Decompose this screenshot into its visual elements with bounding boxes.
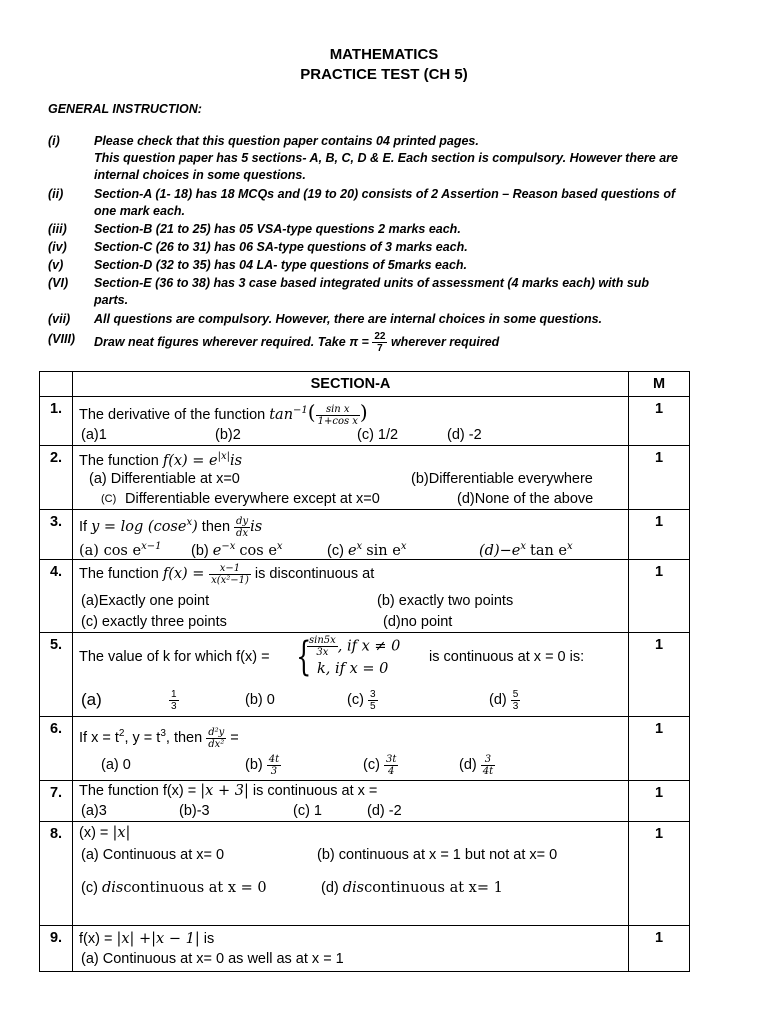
option-a: (a)Exactly one point <box>81 593 210 609</box>
question-body <box>73 560 629 633</box>
instruction-item: (iii) Section-B (21 to 25) has 05 VSA-type questions 2 marks each. <box>48 222 461 236</box>
options-line <box>79 536 628 558</box>
option-a-value: $\frac{1}{3}$ <box>171 688 177 712</box>
question-stem: The derivative of the function $\tan^{-1}$( $\frac{\text{sin x}}{\text{1+cos x}}$ ) <box>79 399 368 427</box>
question-stem: If y = log (cose$^x$) then $\frac{dy}{dx}$ is <box>79 515 263 539</box>
question-number: 2. <box>40 446 73 510</box>
fraction: $\frac{dy}{dx}$ <box>236 515 249 539</box>
question-number: 7. <box>40 781 73 822</box>
question-row <box>40 781 690 822</box>
option-a: (a)1 <box>81 427 107 443</box>
marks-value: 1 <box>629 397 690 446</box>
options-line <box>79 488 628 508</box>
question-body <box>73 926 629 972</box>
option-c: Differentiable everywhere except at x=0 <box>125 491 380 507</box>
question-number: 5. <box>40 633 73 717</box>
option-c: (c) discontinuous at x = 0 <box>81 880 267 896</box>
option-d: (d) $\frac{3}{4t}$ <box>459 753 494 777</box>
options-line <box>79 870 628 906</box>
option-b: (b) $e^{-x}$ $\cos e^x$ <box>191 541 283 559</box>
option-a: (a) Continuous at x= 0 as well as at x = 1 <box>81 951 344 967</box>
options-line <box>79 588 628 612</box>
option-d: (d) -2 <box>367 803 402 819</box>
option-a: (a) 0 <box>101 757 131 773</box>
question-row <box>40 717 690 781</box>
option-b: (b) $\frac{4t}{3}$ <box>245 753 280 777</box>
question-row <box>40 560 690 633</box>
option-b: (b) 0 <box>245 692 275 708</box>
option-c: (c) 1/2 <box>357 427 399 443</box>
fraction: $\frac{x-1}{\text{x(x²−1)}}$ <box>211 562 249 586</box>
question-stem: If $x = t^2$, $y = t^3$, then $\frac{\text{d²y}}{\text{dx²}}$ = <box>79 726 239 750</box>
marks-value: 1 <box>629 717 690 781</box>
instruction-item: This question paper has 5 sections- A, B, C, D & E. Each section is compulsory. However there are <box>94 151 678 165</box>
options-line <box>79 468 628 488</box>
marks-header: M <box>629 372 690 397</box>
question-stem: The function f(x) = $\frac{x-1}{\text{x(x²−1)}}$ is discontinuous at <box>79 562 375 586</box>
option-c-label: (C) <box>101 493 117 505</box>
option-a: (a) Differentiable at x=0 <box>89 471 240 487</box>
instruction-item: parts. <box>94 293 129 307</box>
option-c: (c) $\frac{3}{5}$ <box>347 688 376 712</box>
option-a: (a) $\cos e^{x-1}$ <box>79 541 162 559</box>
question-stem: f(x) = |x| +|x − 1| is <box>79 931 215 947</box>
option-d: (d) $\frac{5}{3}$ <box>489 688 519 712</box>
question-row <box>40 446 690 510</box>
subject-title: MATHEMATICS <box>329 46 439 63</box>
instruction-item: (VIII) Draw neat figures wherever required. Take π = $\frac{22}{7}$ wherever required <box>48 331 500 354</box>
instruction-item: (ii) Section-A (1- 18) has 18 MCQs and (19 to 20) consists of 2 Assertion – Reason based questions of <box>48 187 676 201</box>
marks-value: 1 <box>629 560 690 633</box>
brace-icon: { <box>296 634 312 680</box>
options-line <box>79 685 628 715</box>
question-row <box>40 822 690 926</box>
pi-fraction: $\frac{22}{7}$ <box>374 331 386 354</box>
piecewise-case-2: k, if x = 0 <box>317 661 389 677</box>
question-row <box>40 510 690 560</box>
option-c: (c) $\frac{3t}{4}$ <box>363 753 397 777</box>
question-body <box>73 717 629 781</box>
options-line <box>79 751 628 779</box>
option-d: (d)None of the above <box>457 491 594 507</box>
marks-value: 1 <box>629 822 690 926</box>
piecewise-case-1: $\frac{\sin 5x}{3x}$ , if x ≠ 0 <box>309 635 401 658</box>
options-line <box>79 948 628 970</box>
question-stem: The function $f(x) = e^{|x|}is$ <box>79 451 243 469</box>
question-number: 3. <box>40 510 73 560</box>
option-d: (d) -2 <box>447 427 482 443</box>
question-number: 4. <box>40 560 73 633</box>
instruction-item: (i) Please check that this question paper contains 04 printed pages. <box>48 134 479 148</box>
option-d: $(d)-e^x$ $\tan e^x$ <box>479 541 573 559</box>
option-a-label: (a) <box>81 690 102 709</box>
marks-value: 1 <box>629 633 690 717</box>
question-number: 6. <box>40 717 73 781</box>
option-b: (b)-3 <box>179 803 210 819</box>
options-line <box>79 844 628 870</box>
instructions-heading: GENERAL INSTRUCTION: <box>48 102 202 116</box>
section-title: SECTION-A <box>73 372 629 397</box>
question-body <box>73 781 629 822</box>
question-row <box>40 397 690 446</box>
question-number: 9. <box>40 926 73 972</box>
fraction: $\frac{\text{sin x}}{\text{1+cos x}}$ <box>317 403 358 427</box>
section-header-row <box>40 372 690 397</box>
marks-value: 1 <box>629 781 690 822</box>
option-b: (b)Differentiable everywhere <box>411 471 593 487</box>
test-title: PRACTICE TEST (CH 5) <box>300 66 468 83</box>
instruction-item: (vii) All questions are compulsory. However, there are internal choices in some questions. <box>48 312 603 326</box>
option-c: (c) $e^x$ $\sin e^x$ <box>327 541 407 559</box>
question-body <box>73 822 629 926</box>
instructions-list <box>48 133 728 363</box>
question-stem: The function f(x) = |x + 3| is continuous at x = <box>79 783 378 799</box>
option-c: (c) exactly three points <box>81 614 227 630</box>
marks-value: 1 <box>629 446 690 510</box>
option-a: (a)3 <box>81 803 107 819</box>
questions-table <box>39 371 690 972</box>
option-b: (b) exactly two points <box>377 593 514 609</box>
question-number: 1. <box>40 397 73 446</box>
fraction: $\frac{\text{d²y}}{\text{dx²}}$ <box>208 726 225 750</box>
question-body <box>73 397 629 446</box>
instruction-item: (v) Section-D (32 to 35) has 04 LA- type questions of 5marks each. <box>48 258 468 272</box>
instruction-item: internal choices in some questions. <box>94 168 306 182</box>
marks-value: 1 <box>629 510 690 560</box>
option-a: (a) Continuous at x= 0 <box>81 847 225 863</box>
option-c: (c) 1 <box>293 803 322 819</box>
option-b: (b)2 <box>215 427 241 443</box>
question-row <box>40 926 690 972</box>
question-body <box>73 446 629 510</box>
options-line <box>79 612 628 632</box>
instruction-item: (VI) Section-E (36 to 38) has 3 case based integrated units of assessment (4 marks each) with sub <box>48 276 650 290</box>
marks-value: 1 <box>629 926 690 972</box>
question-body <box>73 633 629 717</box>
option-d: (d) discontinuous at x= 1 <box>321 880 503 896</box>
question-row <box>40 633 690 717</box>
options-line <box>79 801 628 821</box>
question-body <box>73 510 629 560</box>
question-stem: (x) = |x| <box>79 825 131 841</box>
option-b: (b) continuous at x = 1 but not at x= 0 <box>317 847 558 863</box>
option-d: (d)no point <box>383 614 453 630</box>
options-line <box>79 425 628 445</box>
question-stem: The value of k for which f(x) = { $\frac{\sin 5x}{3x}$ , if x ≠ 0 k, if x = 0 is continuous at x = 0 is: <box>79 634 585 680</box>
instruction-item: one mark each. <box>94 204 186 218</box>
instruction-item: (iv) Section-C (26 to 31) has 06 SA-type questions of 3 marks each. <box>48 240 468 254</box>
question-number: 8. <box>40 822 73 926</box>
